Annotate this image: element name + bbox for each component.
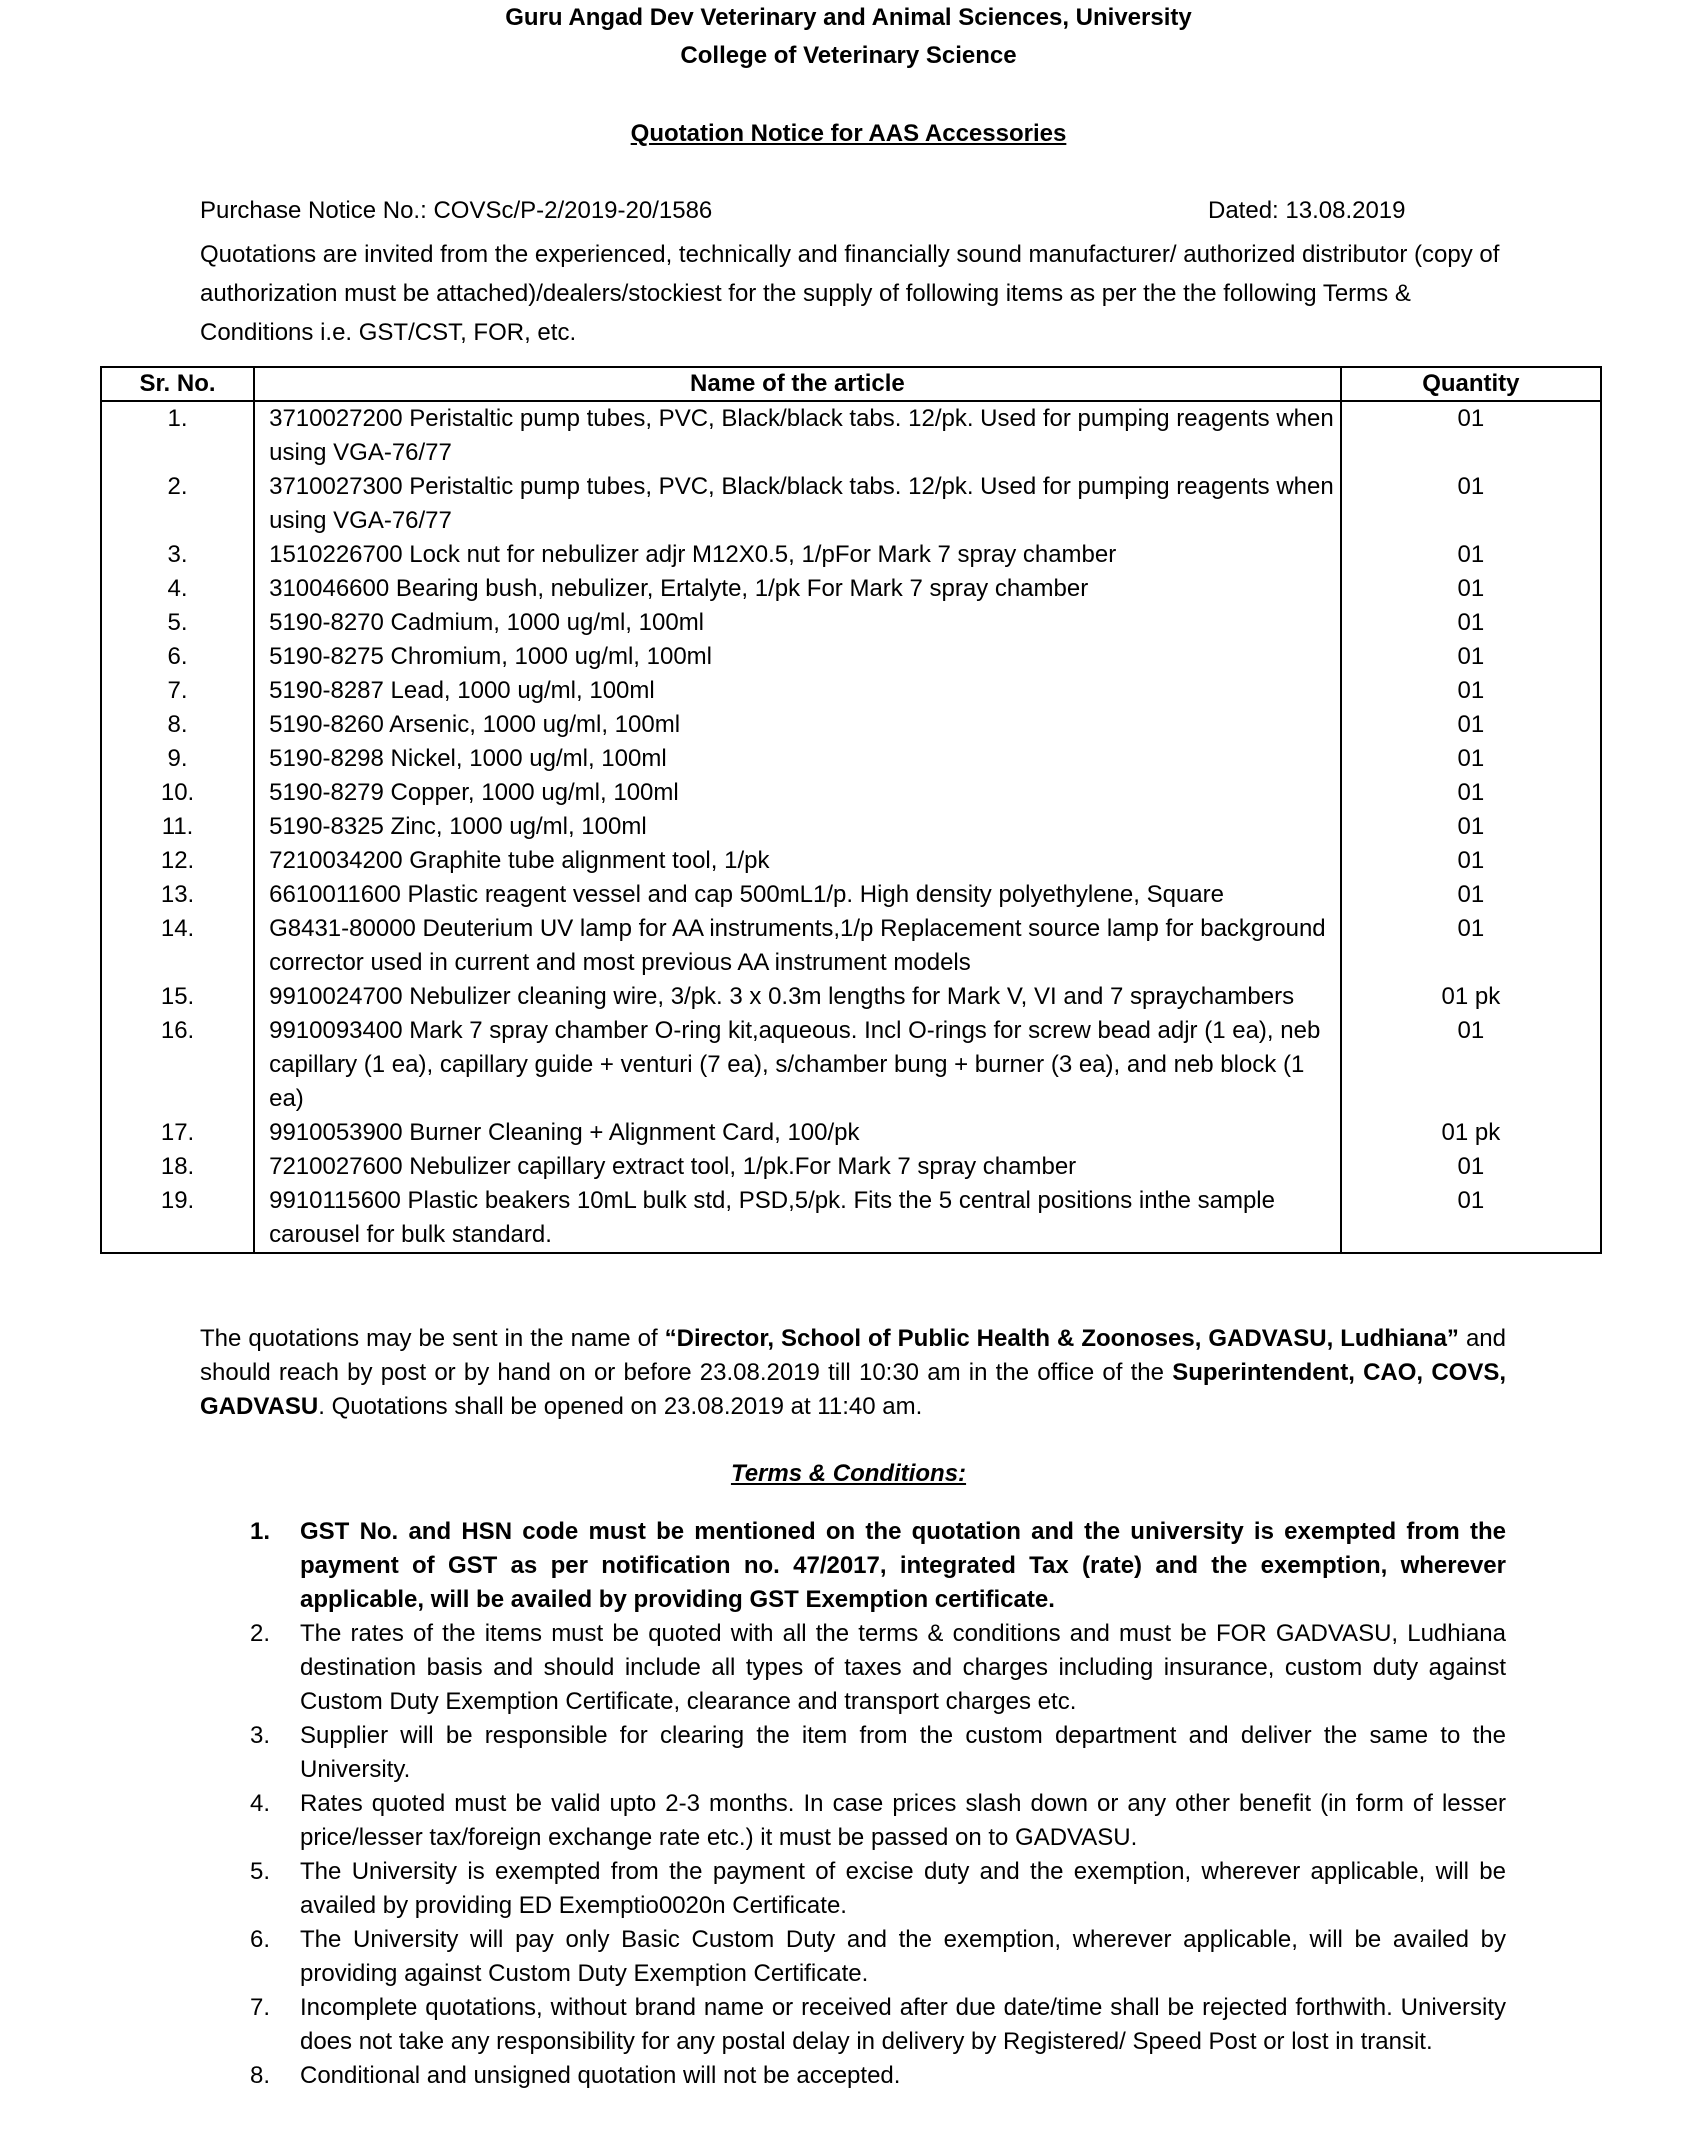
submission-office: Superintendent, CAO, COVS, GADVASU xyxy=(200,1359,1506,1420)
term-number: 8. xyxy=(250,2062,271,2089)
row-article-name: 3710027200 Peristaltic pump tubes, PVC, Black/black tabs. 12/pk. Used for pumping reagents when using VGA-76/77 xyxy=(254,401,1341,470)
table-row xyxy=(101,878,1601,912)
row-quantity: 01 xyxy=(1341,776,1601,810)
table-row xyxy=(101,980,1601,1014)
row-article-name: 6610011600 Plastic reagent vessel and cap 500mL1/p. High density polyethylene, Square xyxy=(254,878,1341,912)
row-sr-no: 10. xyxy=(101,776,254,810)
table-row xyxy=(101,538,1601,572)
row-sr-no: 1. xyxy=(101,401,254,470)
table-row xyxy=(101,1116,1601,1150)
row-quantity: 01 xyxy=(1341,1014,1601,1116)
row-article-name: G8431-80000 Deuterium UV lamp for AA instruments,1/p Replacement source lamp for background corrector used in current and most previous AA instrument models xyxy=(254,912,1341,980)
term-number: 5. xyxy=(250,1858,271,1885)
term-number: 2. xyxy=(250,1620,271,1647)
row-article-name: 7210027600 Nebulizer capillary extract tool, 1/pk.For Mark 7 spray chamber xyxy=(254,1150,1341,1184)
table-row xyxy=(101,470,1601,538)
row-sr-no: 4. xyxy=(101,572,254,606)
row-article-name: 5190-8325 Zinc, 1000 ug/ml, 100ml xyxy=(254,810,1341,844)
submission-paragraph xyxy=(200,1322,1506,1424)
row-article-name: 1510226700 Lock nut for nebulizer adjr M12X0.5, 1/pFor Mark 7 spray chamber xyxy=(254,538,1341,572)
row-quantity: 01 xyxy=(1341,401,1601,470)
row-article-name: 5190-8298 Nickel, 1000 ug/ml, 100ml xyxy=(254,742,1341,776)
table-row xyxy=(101,1184,1601,1253)
row-quantity: 01 pk xyxy=(1341,1116,1601,1150)
table-row xyxy=(101,674,1601,708)
term-text: The rates of the items must be quoted with all the terms & conditions and must be FOR GADVASU, Ludhiana destination basis and should include all types of taxes and charges including insurance, custom duty against Custom Duty Exemption Certificate, clearance and transport charges etc. xyxy=(300,1620,1506,1715)
terms-list xyxy=(250,1515,1506,2093)
row-quantity: 01 pk xyxy=(1341,980,1601,1014)
table-header-row xyxy=(101,367,1601,401)
term-number: 4. xyxy=(250,1790,271,1817)
row-quantity: 01 xyxy=(1341,1184,1601,1253)
row-quantity: 01 xyxy=(1341,708,1601,742)
row-article-name: 9910024700 Nebulizer cleaning wire, 3/pk. 3 x 0.3m lengths for Mark V, VI and 7 spraychambers xyxy=(254,980,1341,1014)
term-number: 7. xyxy=(250,1994,271,2021)
row-quantity: 01 xyxy=(1341,470,1601,538)
notice-subject: Quotation Notice for AAS Accessories xyxy=(630,120,1067,147)
row-quantity: 01 xyxy=(1341,878,1601,912)
table-row xyxy=(101,572,1601,606)
header-quantity: Quantity xyxy=(1341,367,1601,401)
table-row xyxy=(101,844,1601,878)
row-quantity: 01 xyxy=(1341,844,1601,878)
notice-intro: Quotations are invited from the experienced, technically and financially sound manufacturer/ authorized distributor (copy of authorization must be attached)/dealers/stockiest for the supply of following items as per the the following Terms & Conditions i.e. GST/CST, FOR, etc. xyxy=(200,241,1500,346)
row-sr-no: 17. xyxy=(101,1116,254,1150)
row-sr-no: 6. xyxy=(101,640,254,674)
row-article-name: 5190-8279 Copper, 1000 ug/ml, 100ml xyxy=(254,776,1341,810)
table-row xyxy=(101,606,1601,640)
term-item xyxy=(250,1991,1506,2059)
term-item xyxy=(250,2059,1506,2093)
notice-date: Dated: 13.08.2019 xyxy=(1208,197,1406,224)
table-row xyxy=(101,776,1601,810)
university-name: Guru Angad Dev Veterinary and Animal Sciences, University xyxy=(505,4,1192,31)
row-article-name: 5190-8287 Lead, 1000 ug/ml, 100ml xyxy=(254,674,1341,708)
table-row xyxy=(101,708,1601,742)
row-quantity: 01 xyxy=(1341,572,1601,606)
submission-text-2: and should reach by post or by hand on or before 23.08.2019 till 10:30 am in the office of the xyxy=(200,1325,1506,1386)
table-row xyxy=(101,640,1601,674)
row-article-name: 9910053900 Burner Cleaning + Alignment Card, 100/pk xyxy=(254,1116,1341,1150)
term-text: Conditional and unsigned quotation will not be accepted. xyxy=(300,2062,901,2089)
row-sr-no: 14. xyxy=(101,912,254,980)
row-sr-no: 7. xyxy=(101,674,254,708)
term-item xyxy=(250,1617,1506,1719)
terms-title: Terms & Conditions: xyxy=(730,1460,967,1487)
row-quantity: 01 xyxy=(1341,640,1601,674)
term-text: The University is exempted from the payment of excise duty and the exemption, wherever applicable, will be availed by providing ED Exemptio0020n Certificate. xyxy=(300,1858,1506,1919)
term-number: 3. xyxy=(250,1722,271,1749)
term-text: GST No. and HSN code must be mentioned on the quotation and the university is exempted from the payment of GST as per notification no. 47/2017, integrated Tax (rate) and the exemption, wherever applicable, will be availed by providing GST Exemption certificate. xyxy=(300,1518,1506,1613)
items-table xyxy=(100,366,1602,1254)
term-item xyxy=(250,1515,1506,1617)
row-article-name: 5190-8275 Chromium, 1000 ug/ml, 100ml xyxy=(254,640,1341,674)
row-sr-no: 15. xyxy=(101,980,254,1014)
row-quantity: 01 xyxy=(1341,810,1601,844)
row-quantity: 01 xyxy=(1341,606,1601,640)
table-row xyxy=(101,1150,1601,1184)
table-row xyxy=(101,742,1601,776)
row-article-name: 7210034200 Graphite tube alignment tool, 1/pk xyxy=(254,844,1341,878)
row-quantity: 01 xyxy=(1341,912,1601,980)
row-sr-no: 11. xyxy=(101,810,254,844)
purchase-notice-number: Purchase Notice No.: COVSc/P-2/2019-20/1586 xyxy=(200,197,713,224)
notice-number-line xyxy=(200,197,1420,225)
row-sr-no: 12. xyxy=(101,844,254,878)
items-table-body xyxy=(101,401,1601,1253)
row-sr-no: 13. xyxy=(101,878,254,912)
term-text: The University will pay only Basic Custom Duty and the exemption, wherever applicable, will be availed by providing against Custom Duty Exemption Certificate. xyxy=(300,1926,1506,1987)
row-article-name: 9910093400 Mark 7 spray chamber O-ring kit,aqueous. Incl O-rings for screw bead adjr (1 ea), neb capillary (1 ea), capillary guide + venturi (7 ea), s/chamber bung + burner (3 ea), and neb block (1 ea) xyxy=(254,1014,1341,1116)
term-item xyxy=(250,1923,1506,1991)
row-sr-no: 8. xyxy=(101,708,254,742)
term-text: Incomplete quotations, without brand name or received after due date/time shall be rejected forthwith. University does not take any responsibility for any postal delay in delivery by Registered/ Speed Post or lost in transit. xyxy=(300,1994,1506,2055)
row-article-name: 5190-8270 Cadmium, 1000 ug/ml, 100ml xyxy=(254,606,1341,640)
row-sr-no: 2. xyxy=(101,470,254,538)
table-row xyxy=(101,1014,1601,1116)
row-sr-no: 18. xyxy=(101,1150,254,1184)
term-number: 6. xyxy=(250,1926,271,1953)
term-text: Rates quoted must be valid upto 2-3 months. In case prices slash down or any other benefit (in form of lesser price/lesser tax/foreign exchange rate etc.) it must be passed on to GADVASU. xyxy=(300,1790,1506,1851)
submission-text-1: The quotations may be sent in the name of xyxy=(200,1325,665,1352)
row-sr-no: 19. xyxy=(101,1184,254,1253)
row-article-name: 9910115600 Plastic beakers 10mL bulk std, PSD,5/pk. Fits the 5 central positions inthe sample carousel for bulk standard. xyxy=(254,1184,1341,1253)
row-sr-no: 16. xyxy=(101,1014,254,1116)
row-quantity: 01 xyxy=(1341,538,1601,572)
term-item xyxy=(250,1787,1506,1855)
term-item xyxy=(250,1855,1506,1923)
table-row xyxy=(101,401,1601,470)
term-number: 1. xyxy=(250,1518,271,1545)
college-name: College of Veterinary Science xyxy=(680,42,1017,69)
row-sr-no: 5. xyxy=(101,606,254,640)
row-article-name: 3710027300 Peristaltic pump tubes, PVC, Black/black tabs. 12/pk. Used for pumping reagents when using VGA-76/77 xyxy=(254,470,1341,538)
row-quantity: 01 xyxy=(1341,1150,1601,1184)
table-row xyxy=(101,912,1601,980)
row-sr-no: 9. xyxy=(101,742,254,776)
submission-addressee: “Director, School of Public Health & Zoonoses, GADVASU, Ludhiana” xyxy=(664,1325,1459,1352)
row-article-name: 310046600 Bearing bush, nebulizer, Ertalyte, 1/pk For Mark 7 spray chamber xyxy=(254,572,1341,606)
submission-text-3: . Quotations shall be opened on 23.08.2019 at 11:40 am. xyxy=(318,1393,923,1420)
row-article-name: 5190-8260 Arsenic, 1000 ug/ml, 100ml xyxy=(254,708,1341,742)
header-sr-no: Sr. No. xyxy=(101,367,254,401)
row-quantity: 01 xyxy=(1341,742,1601,776)
term-text: Supplier will be responsible for clearing the item from the custom department and deliver the same to the University. xyxy=(300,1722,1506,1783)
term-item xyxy=(250,1719,1506,1787)
row-quantity: 01 xyxy=(1341,674,1601,708)
row-sr-no: 3. xyxy=(101,538,254,572)
header-article-name: Name of the article xyxy=(254,367,1341,401)
table-row xyxy=(101,810,1601,844)
